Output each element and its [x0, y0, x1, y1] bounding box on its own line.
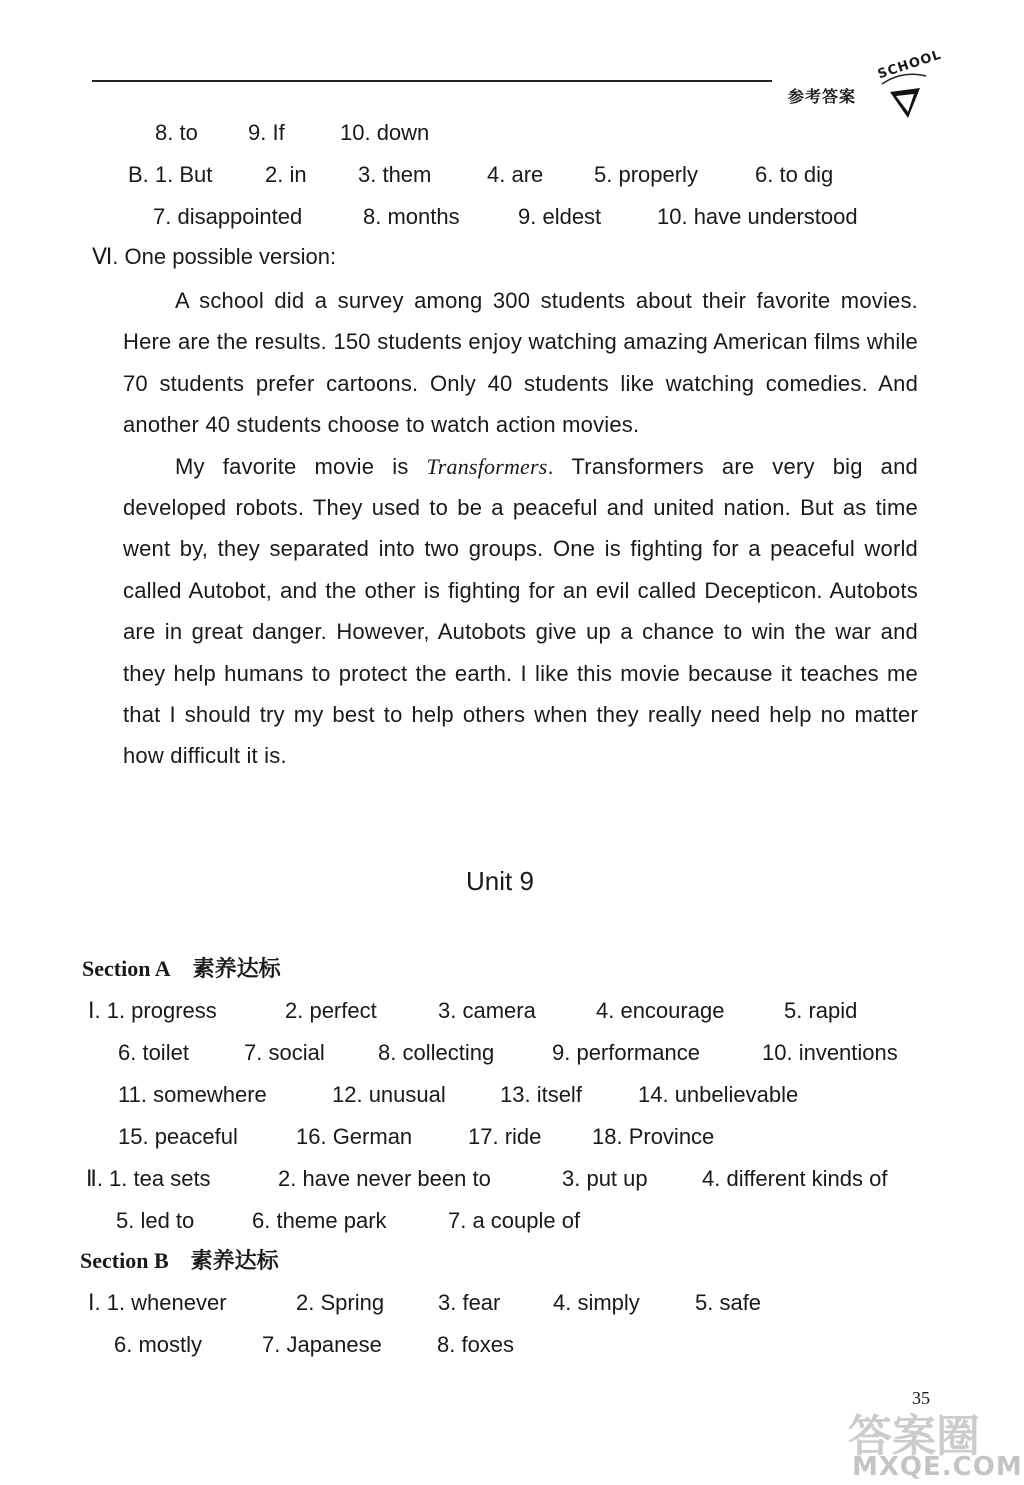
school-logo — [868, 47, 944, 124]
essay-lead: My favorite movie is — [175, 453, 409, 479]
answer-item: 6. theme park — [252, 1208, 387, 1233]
answer-item: 5. properly — [594, 162, 698, 187]
section-a-subtitle: 素养达标 — [192, 957, 281, 982]
page-number: 35 — [912, 1388, 930, 1408]
answer-item: 8. months — [363, 204, 460, 229]
answer-item: 7. social — [244, 1040, 325, 1065]
essay-paragraph-1: A school did a survey among 300 students about their favorite movies. Here are the results. 150 students enjoy watching amazing American films while 70 students prefer cartoons. Only 40 students like watching comedies. And another 40 students choose to watch action movies. — [123, 288, 918, 438]
answer-item: B. 1. But — [128, 162, 213, 187]
answer-item: 13. itself — [500, 1082, 582, 1107]
answer-row — [0, 1036, 1024, 1070]
answer-item: 10. have understood — [657, 204, 858, 229]
watermark-logo-text: 答案圈 — [848, 1411, 980, 1462]
answer-item: 9. eldest — [518, 204, 602, 229]
answer-item: 2. perfect — [285, 998, 377, 1023]
header-rule — [92, 80, 772, 82]
answer-item: 3. camera — [438, 998, 536, 1023]
answer-row — [0, 1078, 1024, 1112]
answer-item: Ⅰ. 1. whenever — [88, 1290, 227, 1315]
answer-item: 6. mostly — [114, 1332, 203, 1357]
sample-essay — [123, 280, 918, 777]
writing-heading: Ⅵ. One possible version: — [92, 244, 337, 269]
answer-item: 12. unusual — [332, 1082, 446, 1107]
answer-item: 3. put up — [562, 1166, 648, 1191]
answer-item: 9. performance — [552, 1040, 700, 1065]
answer-item: 7. Japanese — [262, 1332, 382, 1357]
movie-title: Transformers — [426, 453, 548, 479]
answer-item: 2. in — [265, 162, 307, 187]
answer-item: 11. somewhere — [118, 1082, 267, 1107]
answer-item: 10. down — [340, 120, 430, 145]
answer-row — [0, 1328, 1024, 1362]
answer-item: 5. safe — [695, 1290, 762, 1315]
answer-row — [0, 200, 1024, 234]
answer-item: 2. Spring — [296, 1290, 385, 1315]
answer-item: 5. led to — [116, 1208, 195, 1233]
watermark-url: MXQE.COM — [852, 1452, 1023, 1482]
essay-body: . Transformers are very big and developed robots. They used to be a peaceful and united nation. But as time went by, they separated into two groups. One is fighting for a peaceful world called Autobot, and the other is fighting for an evil called Decepticon. Autobots are in great danger. However, Autobots give up a chance to win the war and they help humans to protect the earth. I like this movie because it teaches me that I should try my best to help others when they really need help no matter how difficult it is. — [123, 453, 918, 769]
answer-row — [0, 1204, 1024, 1238]
school-logo-text: SCHOOL — [876, 47, 944, 83]
answer-item: 7. a couple of — [448, 1208, 581, 1233]
watermark — [848, 1400, 1024, 1482]
answer-row — [0, 1120, 1024, 1154]
writing-heading-row — [0, 240, 1024, 274]
answer-item: 6. to dig — [755, 162, 834, 187]
section-a-title: Section A — [82, 956, 171, 981]
answer-item: 8. collecting — [378, 1040, 495, 1065]
answer-row — [0, 116, 1024, 150]
essay-paragraph-2 — [123, 446, 918, 777]
answer-item: 17. ride — [468, 1124, 542, 1149]
answer-item: 3. them — [358, 162, 432, 187]
unit-title: Unit 9 — [466, 866, 534, 896]
answer-row — [0, 158, 1024, 192]
header-label: 参考答案 — [788, 87, 857, 106]
section-b-subtitle: 素养达标 — [190, 1249, 279, 1274]
answer-item: 5. rapid — [784, 998, 858, 1023]
answer-item: Ⅱ. 1. tea sets — [86, 1166, 211, 1191]
answer-item: 9. If — [248, 120, 285, 145]
section-a-heading — [82, 952, 281, 986]
section-b-heading — [80, 1244, 279, 1278]
answer-item: 16. German — [296, 1124, 413, 1149]
answer-item: 10. inventions — [762, 1040, 898, 1065]
answer-item: 7. disappointed — [153, 204, 303, 229]
answer-item: 4. different kinds of — [702, 1166, 888, 1191]
answer-row — [0, 1286, 1024, 1320]
answer-item: 18. Province — [592, 1124, 715, 1149]
answer-item: 4. simply — [553, 1290, 640, 1315]
answer-item: 4. are — [487, 162, 544, 187]
answer-item: 3. fear — [438, 1290, 501, 1315]
answer-item: 2. have never been to — [278, 1166, 491, 1191]
answer-item: 8. to — [155, 120, 198, 145]
answer-row — [0, 1162, 1024, 1196]
answer-item: 4. encourage — [596, 998, 725, 1023]
answer-item: 6. toilet — [118, 1040, 189, 1065]
answer-row — [0, 994, 1024, 1028]
answer-item: 15. peaceful — [118, 1124, 238, 1149]
answer-item: Ⅰ. 1. progress — [88, 998, 217, 1023]
answer-item: 14. unbelievable — [638, 1082, 799, 1107]
section-b-title: Section B — [80, 1248, 169, 1273]
answer-item: 8. foxes — [437, 1332, 515, 1357]
